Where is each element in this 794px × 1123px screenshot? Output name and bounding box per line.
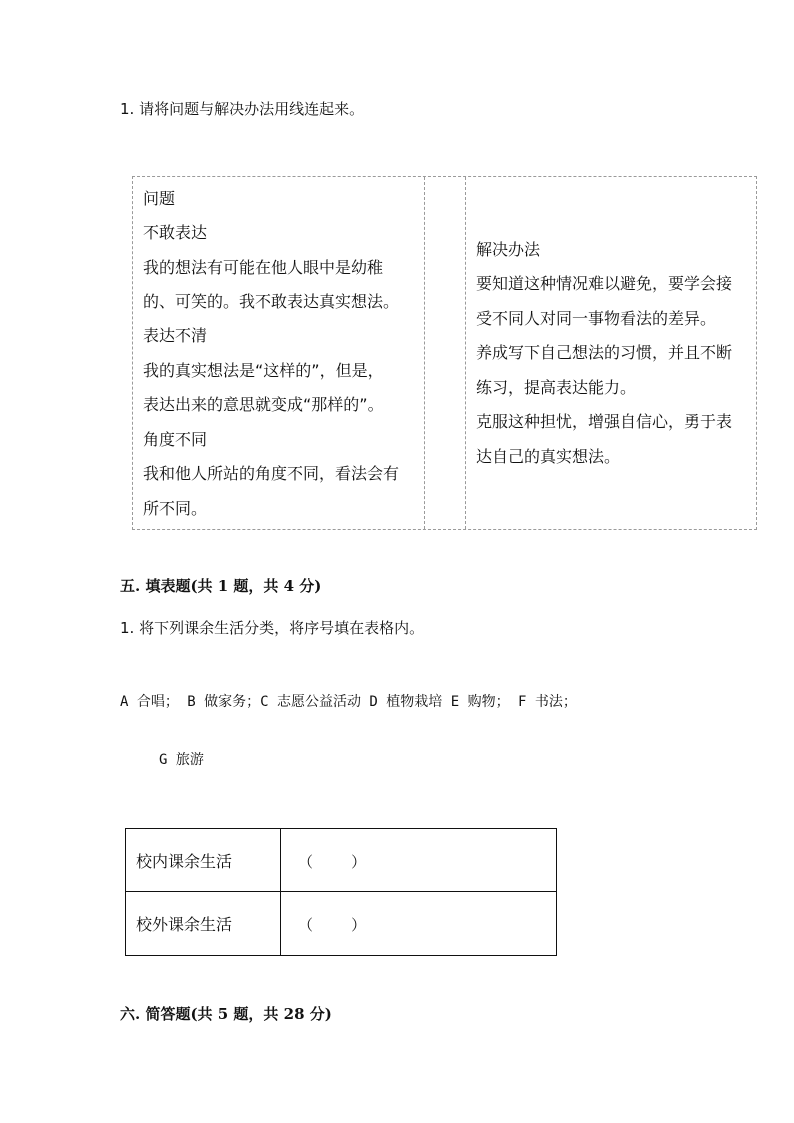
options-line-1: A 合唱； B 做家务；C 志愿公益活动 D 植物栽培 E 购物； F 书法；: [120, 694, 577, 710]
table-row: [126, 892, 556, 955]
problem-title-1: 不敢表达: [143, 223, 208, 242]
fill-in-table: [125, 828, 557, 956]
section-6-title: 六. 简答题(共 5 题，共 28 分): [120, 1005, 332, 1023]
answer-blank-in-school[interactable]: （ ）: [298, 853, 367, 871]
answer-blank-out-school[interactable]: （ ）: [298, 916, 367, 934]
problem-desc-line: 的、可笑的。我不敢表达真实想法。: [143, 292, 400, 311]
section-5-title: 五. 填表题(共 1 题，共 4 分): [120, 577, 322, 595]
problem-header: 问题: [143, 189, 176, 208]
row-label-out-school: 校外课余生活: [136, 915, 233, 934]
solution-line: 练习，提高表达能力。: [476, 378, 637, 397]
problem-desc-line: 我的想法有可能在他人眼中是幼稚: [143, 258, 384, 277]
matching-table: [132, 176, 757, 530]
problem-title-3: 角度不同: [143, 430, 208, 449]
question-1-text: 1. 请将问题与解决办法用线连起来。: [120, 100, 365, 118]
problem-desc-line: 表达出来的意思就变成“那样的”。: [143, 395, 384, 414]
solution-line: 要知道这种情况难以避免，要学会接: [476, 274, 733, 293]
options-line-2: G 旅游: [159, 752, 204, 768]
solution-column: [466, 177, 756, 529]
row-label-in-school: 校内课余生活: [136, 852, 233, 871]
solution-line: 克服这种担忧，增强自信心，勇于表: [476, 412, 733, 431]
solution-line: 养成写下自己想法的习惯，并且不断: [476, 343, 733, 362]
solution-line: 受不同人对同一事物看法的差异。: [476, 309, 717, 328]
problem-desc-line: 我和他人所站的角度不同，看法会有: [143, 464, 400, 483]
solution-line: 达自己的真实想法。: [476, 447, 621, 466]
problem-title-2: 表达不清: [143, 326, 208, 345]
problem-desc-line: 所不同。: [143, 499, 208, 518]
solution-header: 解决办法: [476, 240, 541, 259]
problem-desc-line: 我的真实想法是“这样的”，但是，: [143, 361, 384, 380]
question-5-1-text: 1. 将下列课余生活分类，将序号填在表格内。: [120, 619, 425, 637]
connect-gap-column: [424, 177, 466, 529]
table-row: [126, 829, 556, 892]
problem-column: [133, 177, 424, 529]
